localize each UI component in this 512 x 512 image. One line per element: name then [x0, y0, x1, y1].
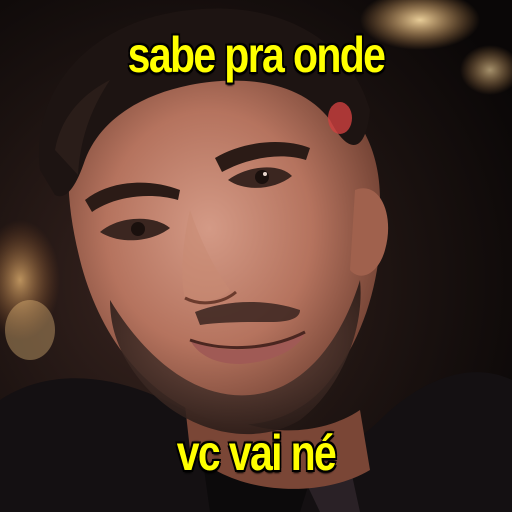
left-iris [131, 222, 145, 236]
warm-light-left [5, 300, 55, 360]
meme-bottom-text: vc vai né [176, 425, 336, 481]
meme-top-text: sabe pra onde [127, 27, 385, 83]
red-light-reflection [328, 102, 352, 134]
eye-highlight [263, 172, 267, 176]
right-iris [255, 170, 269, 184]
